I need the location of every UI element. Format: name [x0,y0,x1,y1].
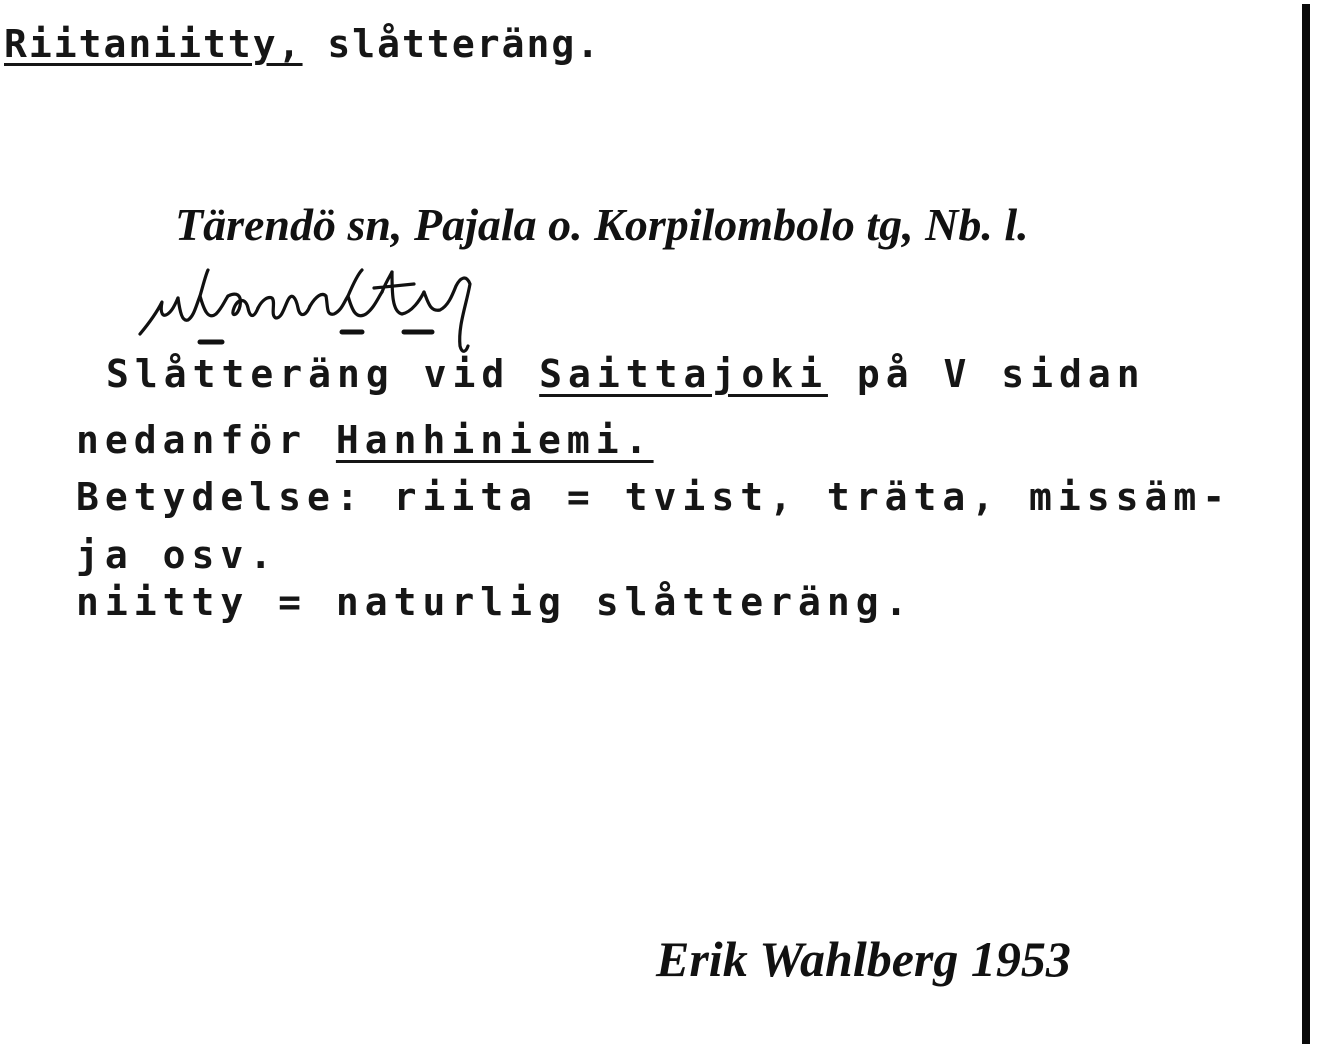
body-line-2-pre: nedanför [76,418,336,462]
body-line-2 [76,418,654,462]
body-line-4: ja osv. [76,533,279,577]
locality-stamp: Tärendö sn, Pajala o. Korpilombolo tg, Nb. l. [175,199,1029,250]
place-name-hanhiniemi: Hanhiniemi. [335,418,654,462]
headword-line [4,22,601,66]
headword-term: Riitaniitty, [4,22,303,66]
signature-stamp: Erik Wahlberg 1953 [656,931,1071,987]
body-line-1-post: på V sidan [827,352,1146,396]
place-name-saittajoki: Saittajoki [539,352,828,396]
card-edge-border [1302,4,1310,1044]
body-line-1-pre: Slåtteräng vid [106,352,540,396]
body-line-5: niitty = naturlig slåtteräng. [76,580,914,624]
handwritten-form [130,262,500,362]
body-line-3: Betydelse: riita = tvist, träta, missäm- [76,475,1232,519]
headword-gloss: slåtteräng. [302,22,602,66]
body-line-1 [106,352,1146,396]
